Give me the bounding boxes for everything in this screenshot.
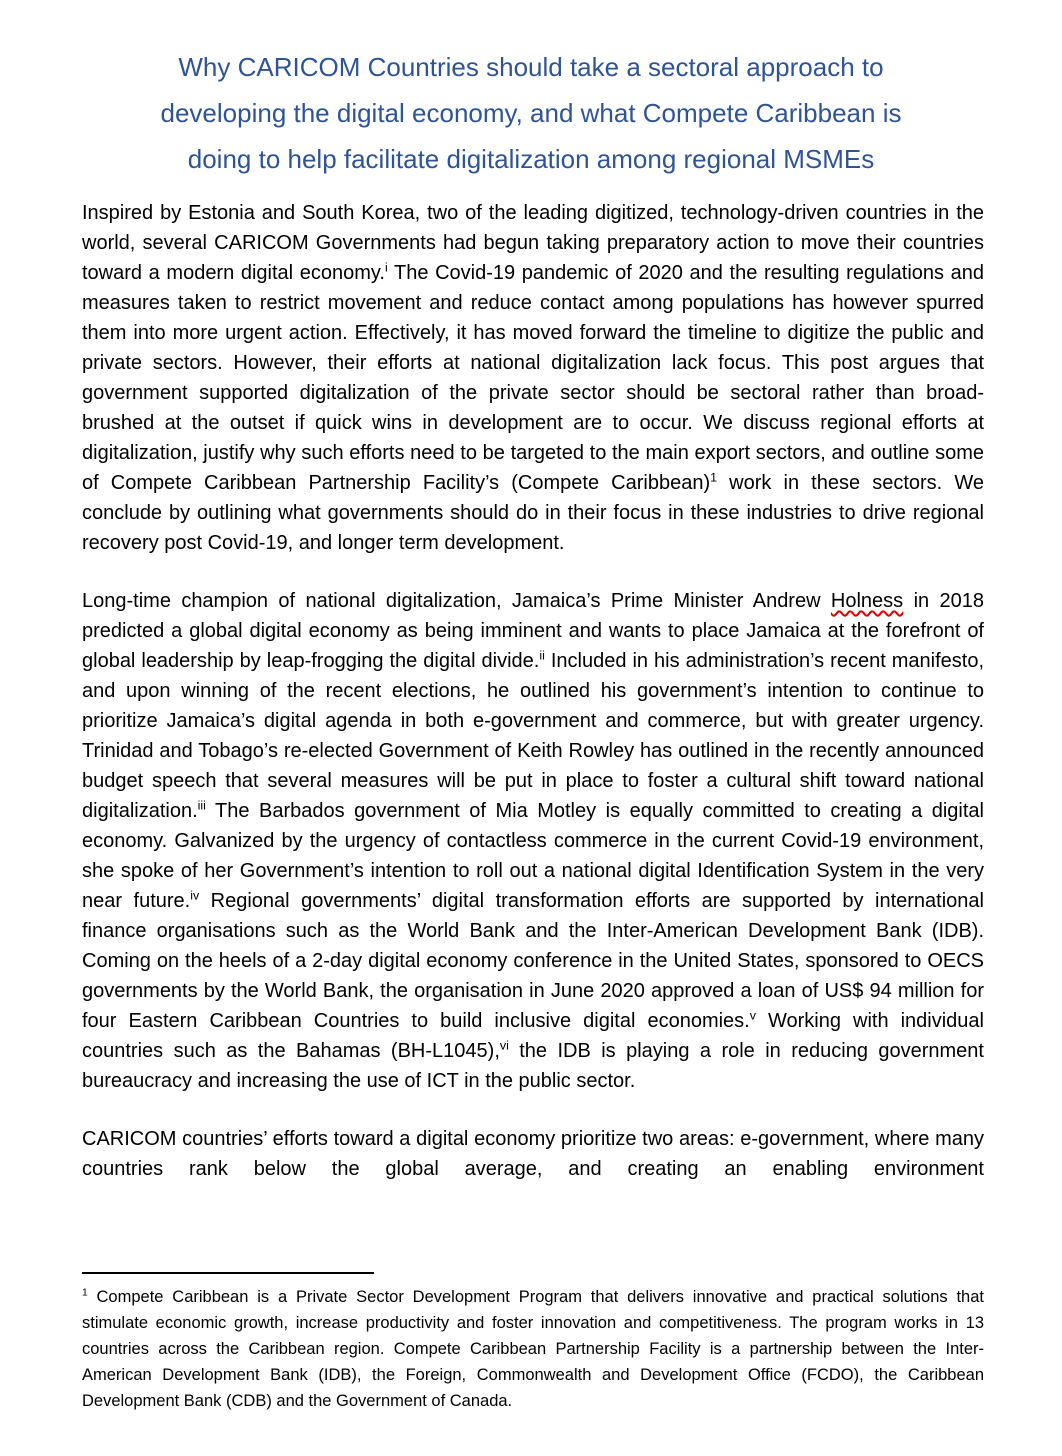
document-title (0, 0, 1062, 182)
text-run: the IDB is playing a role in reducing government bureaucracy and increasing the use of ICT in the public sector. (82, 1040, 984, 1092)
text-run: The Barbados government of Mia Motley is equally committed to creating a digital economy. Galvanized by the urgency of contactless commerce in the current Covid-19 environment, she spoke of her Government’s intention to roll out a national digital Identification System in the very near future. (82, 800, 984, 912)
text-run: Compete Caribbean is a Private Sector Development Program that delivers innovative and practical solutions that stimulate economic growth, increase productivity and foster innovation and competitiveness. The program works in 13 countries across the Caribbean region. Compete Caribbean Partnership Facility is a partnership between the Inter-American Development Bank (IDB), the Foreign, Commonwealth and Development Office (FCDO), the Caribbean Development Bank (CDB) and the Government of Canada. (82, 1288, 984, 1410)
spellcheck-flagged-word: Holness (830, 590, 904, 612)
superscript-reference: iv (190, 888, 200, 903)
superscript-reference: 1 (710, 470, 718, 485)
text-run: work in these sectors. We conclude by outlining what governments should do in their focus in these industries to drive regional recovery post Covid-19, and longer term development. (82, 472, 984, 554)
superscript-reference: vi (499, 1038, 509, 1053)
footnote (82, 1284, 984, 1414)
title-line: doing to help facilitate digitalization among regional MSMEs (187, 144, 875, 174)
paragraph (82, 198, 984, 558)
text-run: Working with individual countries such as the Bahamas (BH-L1045), (82, 1010, 984, 1062)
footnote-separator (82, 1272, 374, 1274)
superscript-reference: iii (197, 798, 206, 813)
text-run: in 2018 predicted a global digital economy as being imminent and wants to place Jamaica at the forefront of global leadership by leap-frogging the digital divide. (82, 590, 985, 672)
superscript-reference: 1 (82, 1287, 88, 1299)
paragraph (82, 1124, 984, 1184)
footnote-block (82, 1272, 984, 1414)
title-line: Why CARICOM Countries should take a sectoral approach to (178, 52, 884, 82)
superscript-reference: ii (539, 648, 545, 663)
superscript-reference: v (749, 1008, 756, 1023)
text-run: Included in his administration’s recent manifesto, and upon winning of the recent elections, he outlined his government’s intention to continue to prioritize Jamaica’s digital agenda in both e-government and commerce, but with greater urgency. Trinidad and Tobago’s re-elected Government of Keith Rowley has outlined in the recently announced budget speech that several measures will be put in place to foster a cultural shift toward national digitalization. (82, 650, 984, 822)
text-run: CARICOM countries’ efforts toward a digital economy prioritize two areas: e-government, where many countries rank below the global average, and creating an enabling environment (82, 1128, 984, 1180)
text-run: Regional governments’ digital transformation efforts are supported by international finance organisations such as the World Bank and the Inter-American Development Bank (IDB). Coming on the heels of a 2-day digital economy conference in the United States, sponsored to OECS governments by the World Bank, the organisation in June 2020 approved a loan of US$ 94 million for four Eastern Caribbean Countries to build inclusive digital economies. (82, 890, 984, 1032)
title-line: developing the digital economy, and what Compete Caribbean is (160, 98, 902, 128)
text-run: Inspired by Estonia and South Korea, two of the leading digitized, technology-driven countries in the world, several CARICOM Governments had begun taking preparatory action to move their countries toward a modern digital economy. (82, 202, 984, 284)
text-run: Long-time champion of national digitalization, Jamaica’s Prime Minister Andrew (82, 590, 831, 612)
text-run: The Covid-19 pandemic of 2020 and the resulting regulations and measures taken to restrict movement and reduce contact among populations has however spurred them into more urgent action. Effectively, it has moved forward the timeline to digitize the public and private sectors. However, their efforts at national digitalization lack focus. This post argues that government supported digitalization of the private sector should be sectoral rather than broad-brushed at the outset if quick wins in development are to occur. We discuss regional efforts at digitalization, justify why such efforts need to be targeted to the main export sectors, and outline some of Compete Caribbean Partnership Facility’s (Compete Caribbean) (82, 262, 984, 494)
superscript-reference: i (384, 260, 388, 275)
body-paragraphs (82, 198, 984, 1184)
paragraph (82, 586, 984, 1096)
